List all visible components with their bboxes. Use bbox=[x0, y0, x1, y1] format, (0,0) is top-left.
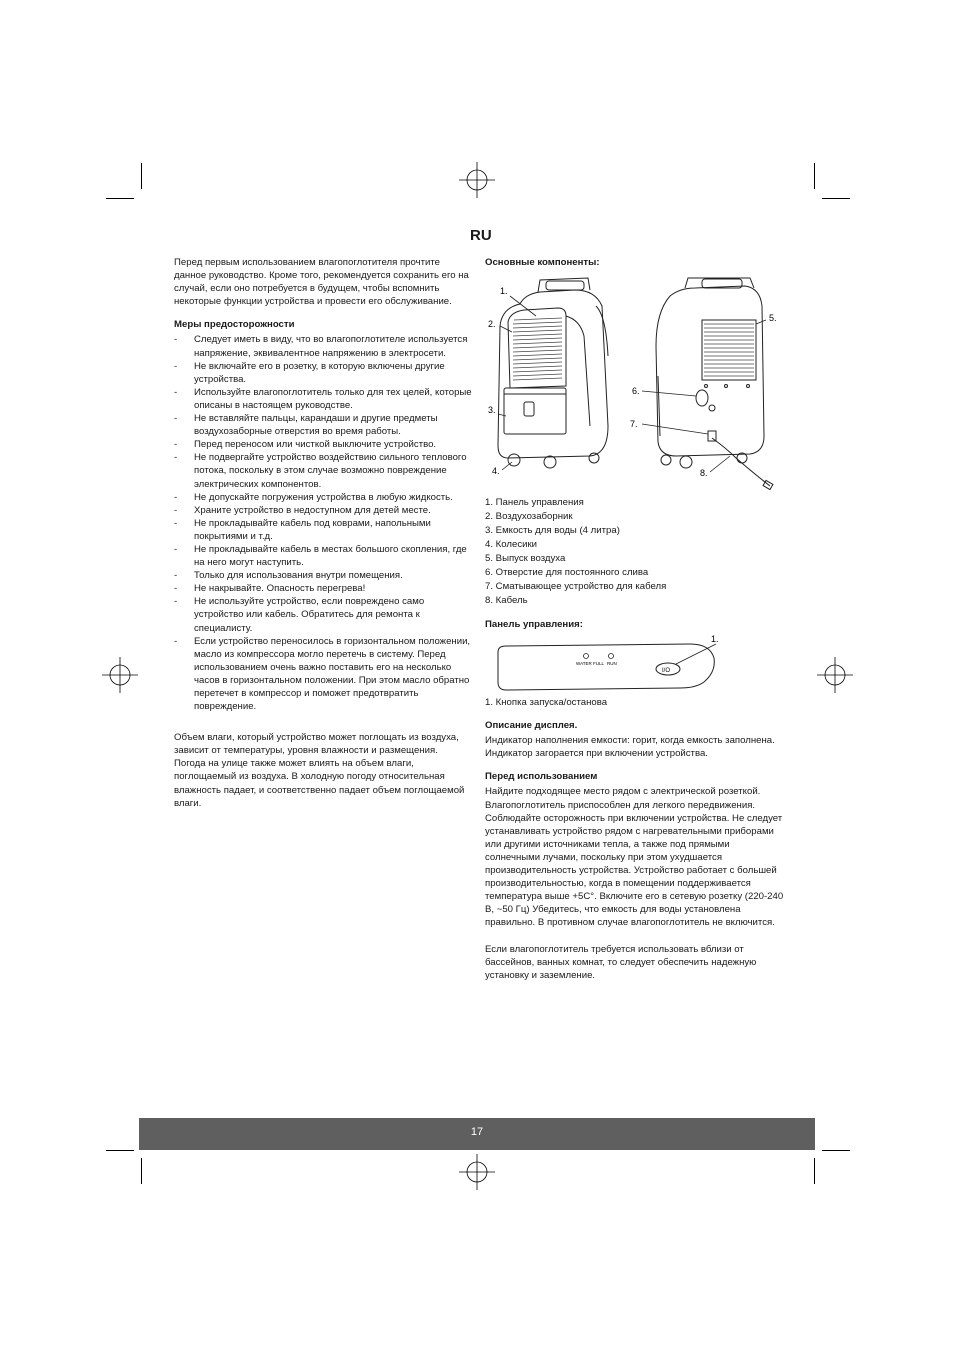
crop-mark bbox=[106, 1150, 134, 1151]
list-item: 2. Воздухозаборник bbox=[485, 511, 573, 522]
before-use-text: Найдите подходящее место рядом с электрической розеткой. Влагопоглотитель приспособлен для легкого передвижения. Соблюдайте осторожность при включении устройства. Не следует устанавливать устройство рядом с нагревательными приборами или другими источниками тепла, а также под прямыми солнечными лучами, поскольку при этом ухудшается производительность устройства. Устройство работает с большей производительностью, когда в помещении поддерживается температура выше +5C°. Включите его в сетевую розетку (220-240 В, ~50 Гц) Убедитесь, что емкость для воды установлена правильно. В противном случае влагопоглотитель не включится. bbox=[485, 786, 784, 929]
components-title: Основные компоненты: bbox=[485, 257, 600, 268]
list-item: 8. Кабель bbox=[485, 595, 528, 606]
control-panel-title: Панель управления: bbox=[485, 619, 583, 630]
display-title: Описание дисплея. bbox=[485, 720, 578, 732]
list-item: 7. Сматывающее устройство для кабеля bbox=[485, 581, 667, 592]
crop-mark bbox=[822, 1150, 850, 1151]
list-item: - Если устройство переносилось в горизонтальном положении, масло из компрессора могло перетечь в систему. Перед использованием очень важно поставить его на несколько часов в горизонтальном положении. При этом масло обратно перетечет в компрессор и поможет предотвратить повреждение. bbox=[174, 635, 472, 714]
before-use-text2: Если влагопоглотитель требуется использовать вблизи от бассейнов, ванных комнат, то следует обеспечить надежную установку и заземление. bbox=[485, 943, 757, 981]
moisture-note: Объем влаги, который устройство может поглощать из воздуха, зависит от температуры, уровня влажности и размещения. Погода на улице также может влиять на объем влаги, поглощаемый из воздуха. В холодную погоду относительная влажность падает, и соответственно падает объем поглощаемой влаги. bbox=[174, 732, 465, 809]
water-full-indicator-label: WATER FULL bbox=[576, 661, 605, 666]
crop-mark bbox=[814, 1158, 815, 1184]
callout-leaders bbox=[498, 296, 766, 472]
list-item: 6. Отверстие для постоянного слива bbox=[485, 567, 649, 578]
registration-mark-bottom bbox=[457, 1152, 497, 1192]
list-item: - Не допускайте погружения устройства в любую жидкость. bbox=[174, 491, 472, 504]
safety-list bbox=[174, 333, 472, 713]
list-item: - Не прокладывайте кабель под коврами, напольными покрытиями и т.д. bbox=[174, 517, 472, 543]
crop-mark bbox=[814, 163, 815, 189]
callout-label: 6. bbox=[632, 386, 640, 396]
list-item: - Не вставляйте пальцы, карандаши и другие предметы воздухозаборные отверстия во время работы. bbox=[174, 412, 472, 438]
list-item: - Не накрывайте. Опасность перегрева! bbox=[174, 582, 472, 595]
callout-label: 1. bbox=[500, 286, 508, 296]
before-use-title: Перед использованием bbox=[485, 771, 598, 783]
crop-mark bbox=[822, 198, 850, 199]
list-item: - Используйте влагопоглотитель только для тех целей, которые описаны в настоящем руководстве. bbox=[174, 386, 472, 412]
registration-mark-left bbox=[100, 655, 140, 695]
control-panel-heading-block bbox=[485, 618, 785, 631]
crop-mark bbox=[141, 1158, 142, 1184]
callout-label: 1. bbox=[711, 634, 719, 644]
crop-mark bbox=[141, 163, 142, 189]
list-item: 5. Выпуск воздуха bbox=[485, 553, 566, 564]
callout-label: 2. bbox=[488, 319, 496, 329]
display-line: Индикатор загорается при включении устройства. bbox=[485, 748, 708, 760]
left-column bbox=[174, 256, 472, 810]
list-item: - Не прокладывайте кабель в местах большого скопления, где на него могут наступить. bbox=[174, 543, 472, 569]
display-line: Индикатор наполнения емкости: горит, когда емкость заполнена. bbox=[485, 735, 775, 747]
list-item: 3. Емкость для воды (4 литра) bbox=[485, 525, 620, 536]
front-intake-grille bbox=[513, 318, 562, 380]
intro-paragraph: Перед первым использованием влагопоглотителя прочтите данное руководство. Кроме того, рекомендуется сохранить его на случай, если оно потребуется в будущем, чтобы вспомнить некоторые функции устройства и провести его обслуживание. bbox=[174, 257, 469, 308]
components-legend bbox=[485, 496, 785, 608]
components-heading-block bbox=[485, 256, 785, 269]
list-item: - Не подвергайте устройство воздействию сильного теплового потока, поскольку в этом случае возможно повреждение электрических компонентов. bbox=[174, 451, 472, 490]
callout-label: 3. bbox=[488, 405, 496, 415]
crop-mark bbox=[106, 198, 134, 199]
front-unit-drawing bbox=[498, 278, 608, 468]
language-tag: RU bbox=[470, 227, 492, 244]
list-item: 4. Колесики bbox=[485, 539, 538, 550]
list-item: - Не включайте его в розетку, в которую включены другие устройства. bbox=[174, 360, 472, 386]
callout-label: 8. bbox=[700, 468, 708, 478]
run-indicator-label: RUN bbox=[607, 661, 617, 666]
list-item: - Перед переносом или чисткой выключите устройство. bbox=[174, 438, 472, 451]
control-panel-illustration bbox=[490, 632, 730, 694]
list-item: - Следует иметь в виду, что во влагопоглотителе используется напряжение, эквивалентное напряжению в электросети. bbox=[174, 333, 472, 359]
control-panel-legend-block bbox=[485, 696, 785, 982]
callout-label: 5. bbox=[769, 313, 777, 323]
callout-label: 4. bbox=[492, 466, 500, 476]
list-item: - Храните устройство в недоступном для детей месте. bbox=[174, 504, 472, 517]
control-panel-legend: 1. Кнопка запуска/останова bbox=[485, 697, 608, 708]
back-outlet-grille bbox=[704, 324, 754, 376]
power-button-glyph: I/O bbox=[662, 668, 671, 674]
registration-mark-top bbox=[457, 160, 497, 200]
list-item: - Не используйте устройство, если повреждено само устройство или кабель. Обратитесь для ремонта к специалисту. bbox=[174, 595, 472, 634]
list-item: 1. Панель управления bbox=[485, 497, 584, 508]
list-item: - Только для использования внутри помещения. bbox=[174, 569, 472, 582]
registration-mark-right bbox=[815, 655, 855, 695]
callout-label: 7. bbox=[630, 419, 638, 429]
page-number: 17 bbox=[470, 1126, 484, 1138]
safety-title: Меры предосторожности bbox=[174, 319, 295, 331]
dehumidifier-illustration bbox=[480, 276, 780, 494]
back-unit-drawing bbox=[656, 278, 773, 490]
footer-bar bbox=[139, 1118, 815, 1150]
